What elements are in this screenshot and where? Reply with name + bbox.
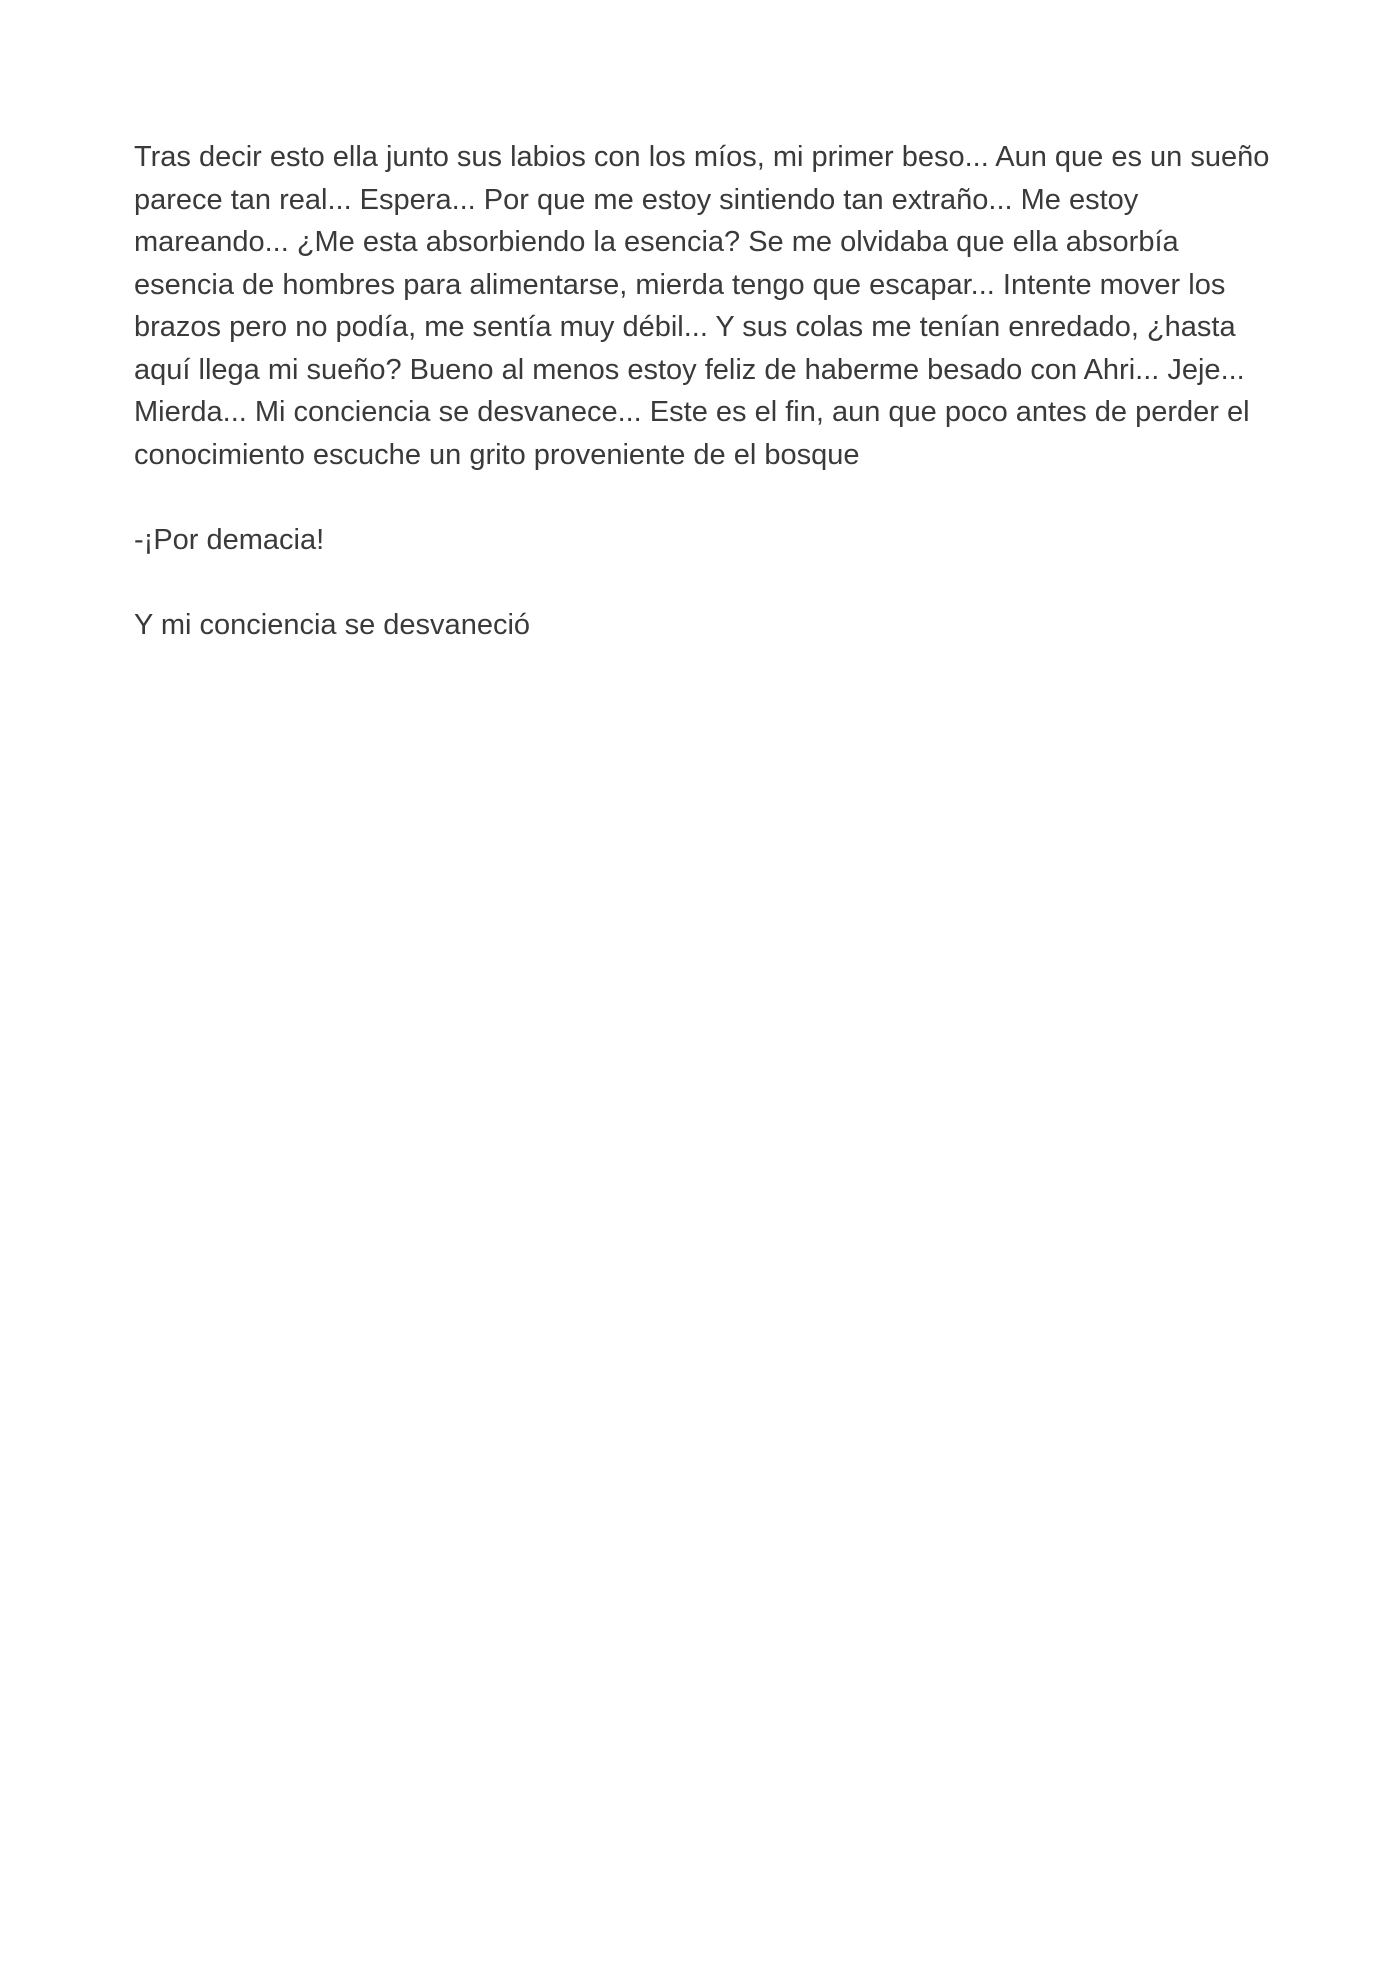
paragraph-shout: -¡Por demacia! [134, 523, 325, 556]
paragraph-narration: Tras decir esto ella junto sus labios con los míos, mi primer beso... Aun que es un sueño parece tan real... Espera... Por que me estoy sintiendo tan extraño... Me estoy mareando... ¿Me esta absorbiendo la esencia? Se me olvidaba que ella absorbía esencia de hombres para alimentarse, mierda tengo que escapar... Intente mover los brazos pero no podía, me sentía muy débil... Y sus colas me tenían enredado, ¿hasta aquí llega mi sueño? Bueno al menos estoy feliz de haberme besado con Ahri... Jeje... Mierda... Mi conciencia se desvanece... Este es el fin, aun que poco antes de perder el conocimiento escuche un grito proveniente de el bosque [134, 141, 1270, 471]
document-body [134, 136, 1274, 689]
paragraph-ending: Y mi conciencia se desvaneció [134, 608, 531, 641]
